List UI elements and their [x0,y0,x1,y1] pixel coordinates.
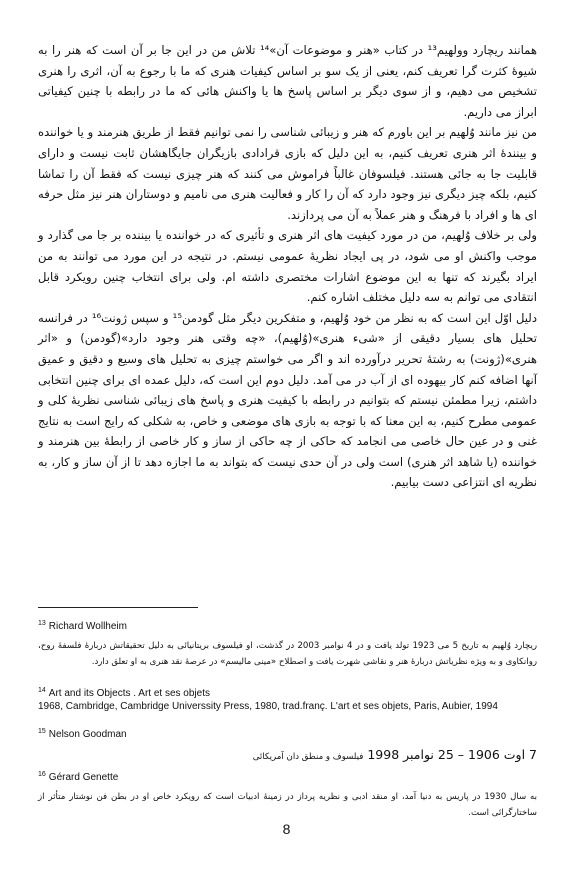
footnote-16 [38,768,537,821]
footnote-13-name-line [38,617,537,633]
main-text [38,40,537,493]
footnote-16-name: Gérard Genette [48,772,119,783]
footnote-13-number: 13 [38,620,46,627]
footnote-15-number: 15 [38,728,46,735]
footnote-15 [38,725,537,765]
footnote-divider [38,607,198,608]
footnote-13-text: ریچارد وُلهیم به تاریخ 5 می 1923 تولد یافت و در 4 نوامبر 2003 در گذشت، او فیلسوف بریتانیائی به دلیل تحقیقاتش دربارهٔ فلسفهٔ روح، روانکاوی و به ویژه نظریاتش دربارهٔ هنر و نقاشی شهرت یافت و اصطلاح «مینی مالیسم» در عرصهٔ نقد هنری به او تعلق دارد. [38,641,537,667]
paragraph-1: همانند ریچارد وولهیم¹³ در کتاب «هنر و موضوعات آن»¹⁴ تلاش من در این جا بر آن است که هنر را به شیوهٔ کثرت گرا تعریف کنم، یعنی از یک سو بر اساس کیفیات هنری که ما با رجوع به آن، اثری را هنری تشخیص می دهیم، و از سوی دیگر بر اساس پاسخ ها یا واکنش هائی که ما در رابطه با چنین کیفیاتی ابراز می داریم. [38,43,537,119]
page-number: 8 [282,821,291,837]
footnote-14 [38,684,537,713]
paragraph-4: دلیل اوّل این است که به نظر من خود وُلهیم، و متفکرین دیگر مثل گودمن¹⁵ و سپس ژونت¹⁶ در فرانسه تحلیل های بسیار دقیقی از «شیء هنری»(وُلهیم)، «چه وقتی هنر وجود دارد»(گودمن) و «اثر هنری»(ژونت) به رشتهٔ تحریر درآورده اند و اگر می خواستم چیزی به تحلیل های وسیع و دقیق و عمیق آنها اضافه کنم کار بیهوده ای از آب در می آمد. دلیل دوم این است که، دلیل عمده ای برای چنین انتخابی داشتم، زیرا مطمئن نیستم که بتوانیم در رابطه با کیفیت هنری و پاسخ های زیبائی شناسی نظریهٔ کلی و عمومی مطرح کنیم، به این معنا که با توجه به بازی های موضعی و خاص، به شکلی که رایج است به نتایج غنی و در عین حال خاصی می انجامد که حاکی از چه حاکی از ساز و کار خاصی از رابطهٔ بین هنرمند و خواننده (یا شاهد اثر هنری) است ولی در آن حدی نیست که بتواند به ما اجازه دهد تا از آن ساز و کار، به نظریه ای انتزاعی دست بیابیم. [38,310,537,490]
footnote-15-text: فیلسوف و منطق دان آمریکائی [252,752,364,762]
paragraph-3: ولی بر خلاف وُلهیم، من در مورد کیفیت های اثر هنری و تأثیری که در خواننده یا بیننده بر جا می گذارد و موجب واکنش او می شود، در پی ایجاد نظریهٔ عمومی نیستم. در نتیجه در این مورد می توانند به من ایراد بگیرند که تنها به این موضوع اشارات مختصری داشته ام. ولی برای انتخاب چنین رویکرد قابل انتقادی می توانم به سه دلیل مختلف اشاره کنم. [38,228,537,305]
footnote-15-text-line [38,747,537,765]
footnote-13 [38,617,537,670]
footnote-14-title: Art and its Objects . Art et ses objets [48,688,210,699]
footnote-15-dates: 7 اوت 1906 – 25 نوامبر 1998 [367,747,537,762]
footnote-15-name-line [38,725,537,741]
footnote-15-name: Nelson Goodman [48,729,127,740]
footnote-13-name: Richard Wollheim [48,621,127,632]
footnote-16-text: به سال 1930 در پاریس به دنیا آمد، او منقد ادبی و نظریه پرداز در زمینهٔ ادبیات است که رویکرد خاص او در بطن فن نوشتار متأثر از ساختارگرائی است. [38,792,537,818]
footnote-16-name-line [38,768,537,784]
footnote-16-number: 16 [38,771,46,778]
paragraph-2: من نیز مانند وُلهیم بر این باورم که هنر و زیبائی شناسی را نمی توانیم فقط از طریق هنرمند و یا خواننده و بینندهٔ اثر هنری تعریف کنیم، به این دلیل که بازی قرادادی بازیگران جایگاهشان ثابت نیست و دارای قابلیت جا به جائی هستند. فیلسوفان غالباً فراموش می کنند که هنر چیزی نیست که فقط آن را تماشا کنیم، بلکه چیز دیگری نیز وجود دارد که آن را کار و فعالیت هنری می نامیم و دوستاران هنر نیز مثل حرفه ای ها و افراد با فرهنگ و هنر عملاً به آن می پردازند. [38,125,537,222]
footnote-14-number: 14 [38,687,46,694]
footnote-14-text: 1968, Cambridge, Cambridge Universsity Press, 1980, trad.franç. L'art et ses objets, Paris, Aubier, 1994 [38,701,498,712]
footnote-14-title-line [38,684,537,700]
